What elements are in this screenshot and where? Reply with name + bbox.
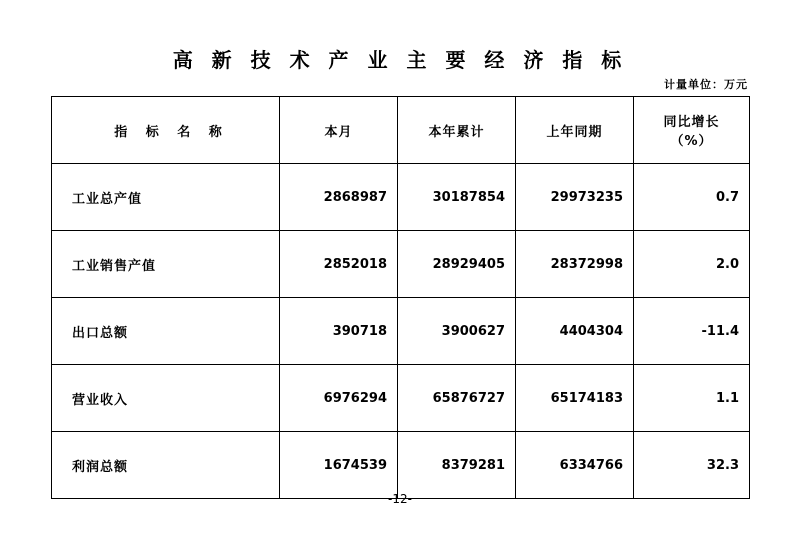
cell-growth: 32.3 [634,432,750,499]
cell-ytd: 8379281 [398,432,516,499]
table-row [52,231,750,298]
row-label: 营业收入 [52,365,280,432]
cell-growth: 0.7 [634,164,750,231]
cell-ytd: 3900627 [398,298,516,365]
row-label: 工业销售产值 [52,231,280,298]
page-title: 高 新 技 术 产 业 主 要 经 济 指 标 [172,48,628,72]
cell-ytd: 28929405 [398,231,516,298]
cell-month: 2852018 [280,231,398,298]
cell-growth: 1.1 [634,365,750,432]
cell-growth: 2.0 [634,231,750,298]
table-row [52,298,750,365]
row-label: 工业总产值 [52,164,280,231]
cell-ytd: 30187854 [398,164,516,231]
cell-ytd: 65876727 [398,365,516,432]
table-header [52,97,750,164]
cell-prev-year: 6334766 [516,432,634,499]
table-row [52,432,750,499]
row-label: 利润总额 [52,432,280,499]
table-header-row [52,97,750,164]
table-body [52,164,750,499]
cell-prev-year: 28372998 [516,231,634,298]
cell-prev-year: 29973235 [516,164,634,231]
cell-month: 6976294 [280,365,398,432]
column-header-year-to-date: 本年累计 [398,97,516,164]
cell-month: 1674539 [280,432,398,499]
economic-indicators-table [51,96,750,499]
cell-month: 2868987 [280,164,398,231]
column-header-growth-rate: 同比增长（%） [634,97,750,164]
cell-growth: -11.4 [634,298,750,365]
row-label: 出口总额 [52,298,280,365]
measurement-unit-note: 计量单位：万元 [664,78,748,91]
page-number: -12- [388,492,412,506]
cell-month: 390718 [280,298,398,365]
cell-prev-year: 65174183 [516,365,634,432]
table-row [52,164,750,231]
table-row [52,365,750,432]
cell-prev-year: 4404304 [516,298,634,365]
column-header-same-period-last-year: 上年同期 [516,97,634,164]
column-header-indicator-name: 指 标 名 称 [52,97,280,164]
column-header-month: 本月 [280,97,398,164]
